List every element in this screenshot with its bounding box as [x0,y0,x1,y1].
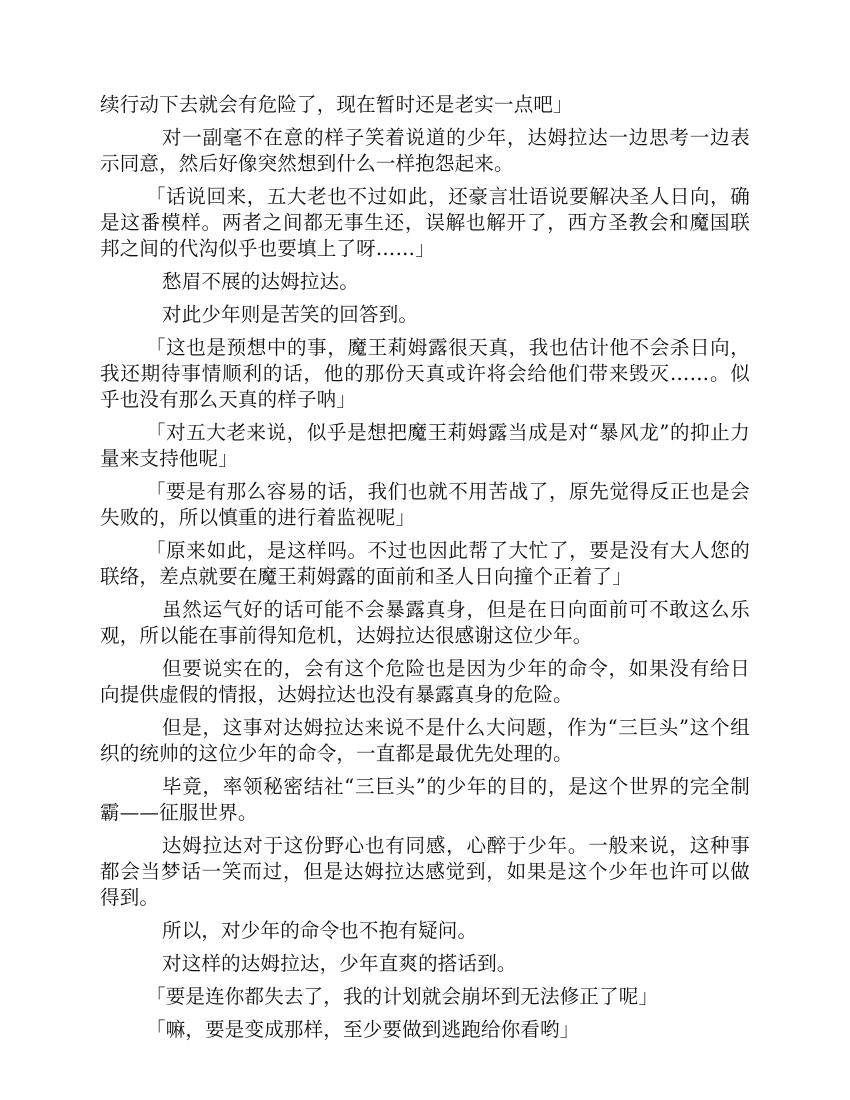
paragraph-narration: 所以，对少年的命令也不抱有疑问。 [162,919,478,942]
paragraph-narration: 愁眉不展的达姆拉达。 [162,270,360,293]
paragraph-narration: 但是，这事对达姆拉达来说不是什么大问题，作为“三巨头”这个组织的统帅的这位少年的命令，一直都是最优先处理的。 [100,716,750,765]
paragraph-dialogue: 「对五大老来说，似乎是想把魔王莉姆露当成是对“暴风龙”的抑止力量来支持他呢」 [100,421,750,470]
paragraph-dialogue: 「嘛，要是变成那样，至少要做到逃跑给你看哟」 [146,1018,580,1041]
paragraph-narration: 对一副毫不在意的样子笑着说道的少年，达姆拉达一边思考一边表示同意，然后好像突然想到什么一样抱怨起来。 [100,126,750,175]
paragraph-narration: 虽然运气好的话可能不会暴露真身，但是在日向面前可不敢这么乐观，所以能在事前得知危机，达姆拉达很感谢这位少年。 [100,598,750,647]
paragraph-dialogue: 「要是连你都失去了，我的计划就会崩坏到无法修正了呢」 [146,985,659,1008]
document-page [100,92,750,1050]
paragraph-narration: 达姆拉达对于这份野心也有同感，心醉于少年。一般来说，这种事都会当梦话一笑而过，但是达姆拉达感觉到，如果是这个少年也许可以做得到。 [100,834,750,909]
paragraph-narration: 毕竟，率领秘密结社“三巨头”的少年的目的，是这个世界的完全制霸——征服世界。 [100,775,750,824]
paragraph-dialogue: 「原来如此，是这样吗。不过也因此帮了大忙了，要是没有大人您的联络，差点就要在魔王莉姆露的面前和圣人日向撞个正着了」 [100,539,750,588]
paragraph-dialogue: 「这也是预想中的事，魔王莉姆露很天真，我也估计他不会杀日向，我还期待事情顺利的话，他的那份天真或许将会给他们带来毁灭……。似乎也没有那么天真的样子呐」 [100,336,750,411]
paragraph-narration: 但要说实在的，会有这个危险也是因为少年的命令，如果没有给日向提供虚假的情报，达姆拉达也没有暴露真身的危险。 [100,657,750,706]
paragraph-narration: 对这样的达姆拉达，少年直爽的搭话到。 [162,952,517,975]
paragraph-continued: 续行动下去就会有危险了，现在暂时还是老实一点吧」 [100,93,573,116]
paragraph-narration: 对此少年则是苦笑的回答到。 [162,303,419,326]
paragraph-dialogue: 「要是有那么容易的话，我们也就不用苦战了，原先觉得反正也是会失败的，所以慎重的进行着监视呢」 [100,480,750,529]
paragraph-dialogue: 「话说回来，五大老也不过如此，还豪言壮语说要解决圣人日向，确是这番模样。两者之间都无事生还，误解也解开了，西方圣教会和魔国联邦之间的代沟似乎也要填上了呀……」 [100,185,750,260]
